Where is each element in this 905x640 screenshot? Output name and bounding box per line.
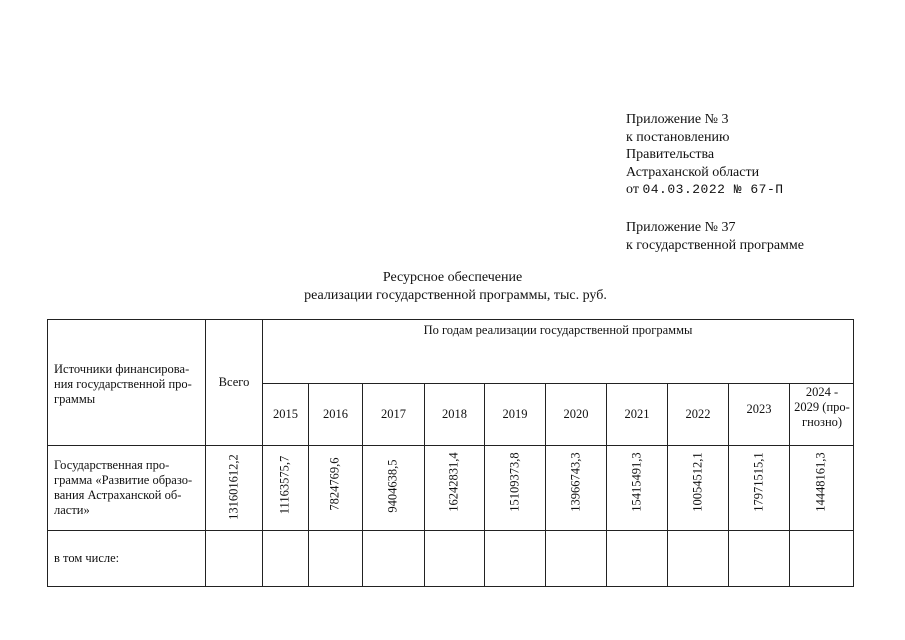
program-value: 9404638,5 <box>385 459 400 513</box>
including-value-cell <box>728 530 790 587</box>
program-value-cell <box>424 445 485 531</box>
program-value-cell <box>484 445 546 531</box>
year-label: 2022 <box>685 407 711 421</box>
program-value-cell <box>262 445 309 531</box>
appendix-program-block <box>626 219 804 254</box>
appendix-resolution-block <box>626 111 784 199</box>
including-value-cell <box>667 530 729 587</box>
year-cell <box>262 383 309 446</box>
including-value-cell <box>424 530 485 587</box>
appendix-government: Правительства <box>626 147 715 162</box>
program-total-cell <box>205 445 263 531</box>
program-value: 11163575,7 <box>277 455 292 515</box>
appendix-to-program: к государственной программе <box>626 237 804 253</box>
header-by-years-cell <box>262 319 854 384</box>
program-label-cell <box>47 445 206 531</box>
program-value-cell <box>606 445 668 531</box>
header-sources-cell <box>47 319 206 446</box>
year-label: 2015 <box>273 407 298 421</box>
including-value-cell <box>545 530 607 587</box>
program-label: Государственная про-грамма «Развитие образо-вания Астраханской об-ласти» <box>54 458 193 517</box>
including-value-cell <box>308 530 363 587</box>
year-label: 2018 <box>442 407 467 421</box>
program-value: 14448161,3 <box>813 452 828 512</box>
year-label: 2021 <box>624 407 650 421</box>
including-value-cell <box>484 530 546 587</box>
year-label: 2017 <box>381 407 406 421</box>
year-cell <box>789 383 854 446</box>
program-value-cell <box>362 445 425 531</box>
year-cell <box>728 383 790 446</box>
header-total-cell <box>205 319 263 446</box>
resolution-date-number: 04.03.2022 № 67-П <box>642 182 784 197</box>
appendix-region: Астраханской области <box>626 164 760 180</box>
including-label: в том числе: <box>54 551 120 565</box>
year-label: 2024 - 2029 (про-гнозно) <box>794 385 850 429</box>
including-value-cell <box>606 530 668 587</box>
header-by-years: По годам реализации государственной программы <box>423 323 693 337</box>
including-value-cell <box>362 530 425 587</box>
year-cell <box>667 383 729 446</box>
including-value-cell <box>789 530 854 587</box>
program-value: 17971515,1 <box>751 452 766 512</box>
program-value: 10054512,1 <box>690 452 705 512</box>
year-cell <box>545 383 607 446</box>
year-cell <box>362 383 425 446</box>
program-value-cell <box>308 445 363 531</box>
appendix-to-resolution: к постановлению <box>626 129 730 145</box>
program-total: 131601612,2 <box>226 454 241 520</box>
program-value-cell <box>789 445 854 531</box>
year-cell <box>424 383 485 446</box>
year-cell <box>484 383 546 446</box>
year-label: 2020 <box>563 407 589 421</box>
year-cell <box>606 383 668 446</box>
year-cell <box>308 383 363 446</box>
including-value-cell <box>262 530 309 587</box>
appendix-date-line <box>626 181 784 199</box>
appendix-number: Приложение № 3 <box>626 112 729 127</box>
program-value-cell <box>667 445 729 531</box>
header-sources: Источники финансирова-ния государственной про-граммы <box>54 362 192 406</box>
appendix-program-number: Приложение № 37 <box>626 220 736 235</box>
program-value: 15109373,8 <box>507 452 522 512</box>
resource-table <box>47 319 854 587</box>
header-total: Всего <box>218 375 250 389</box>
year-label: 2016 <box>323 407 348 421</box>
year-label: 2023 <box>746 402 772 416</box>
year-label: 2019 <box>502 407 528 421</box>
document-subtitle: реализации государственной программы, тыс. руб. <box>304 288 607 303</box>
including-total-cell <box>205 530 263 587</box>
program-value-cell <box>728 445 790 531</box>
program-value: 15415491,3 <box>629 452 644 512</box>
program-value-cell <box>545 445 607 531</box>
including-label-cell <box>47 530 206 587</box>
program-value: 13966743,3 <box>568 452 583 512</box>
document-title: Ресурсное обеспечение <box>382 270 523 285</box>
date-prefix: от <box>626 182 639 197</box>
program-value: 7824769,6 <box>327 457 342 511</box>
program-value: 16242831,4 <box>446 452 461 512</box>
